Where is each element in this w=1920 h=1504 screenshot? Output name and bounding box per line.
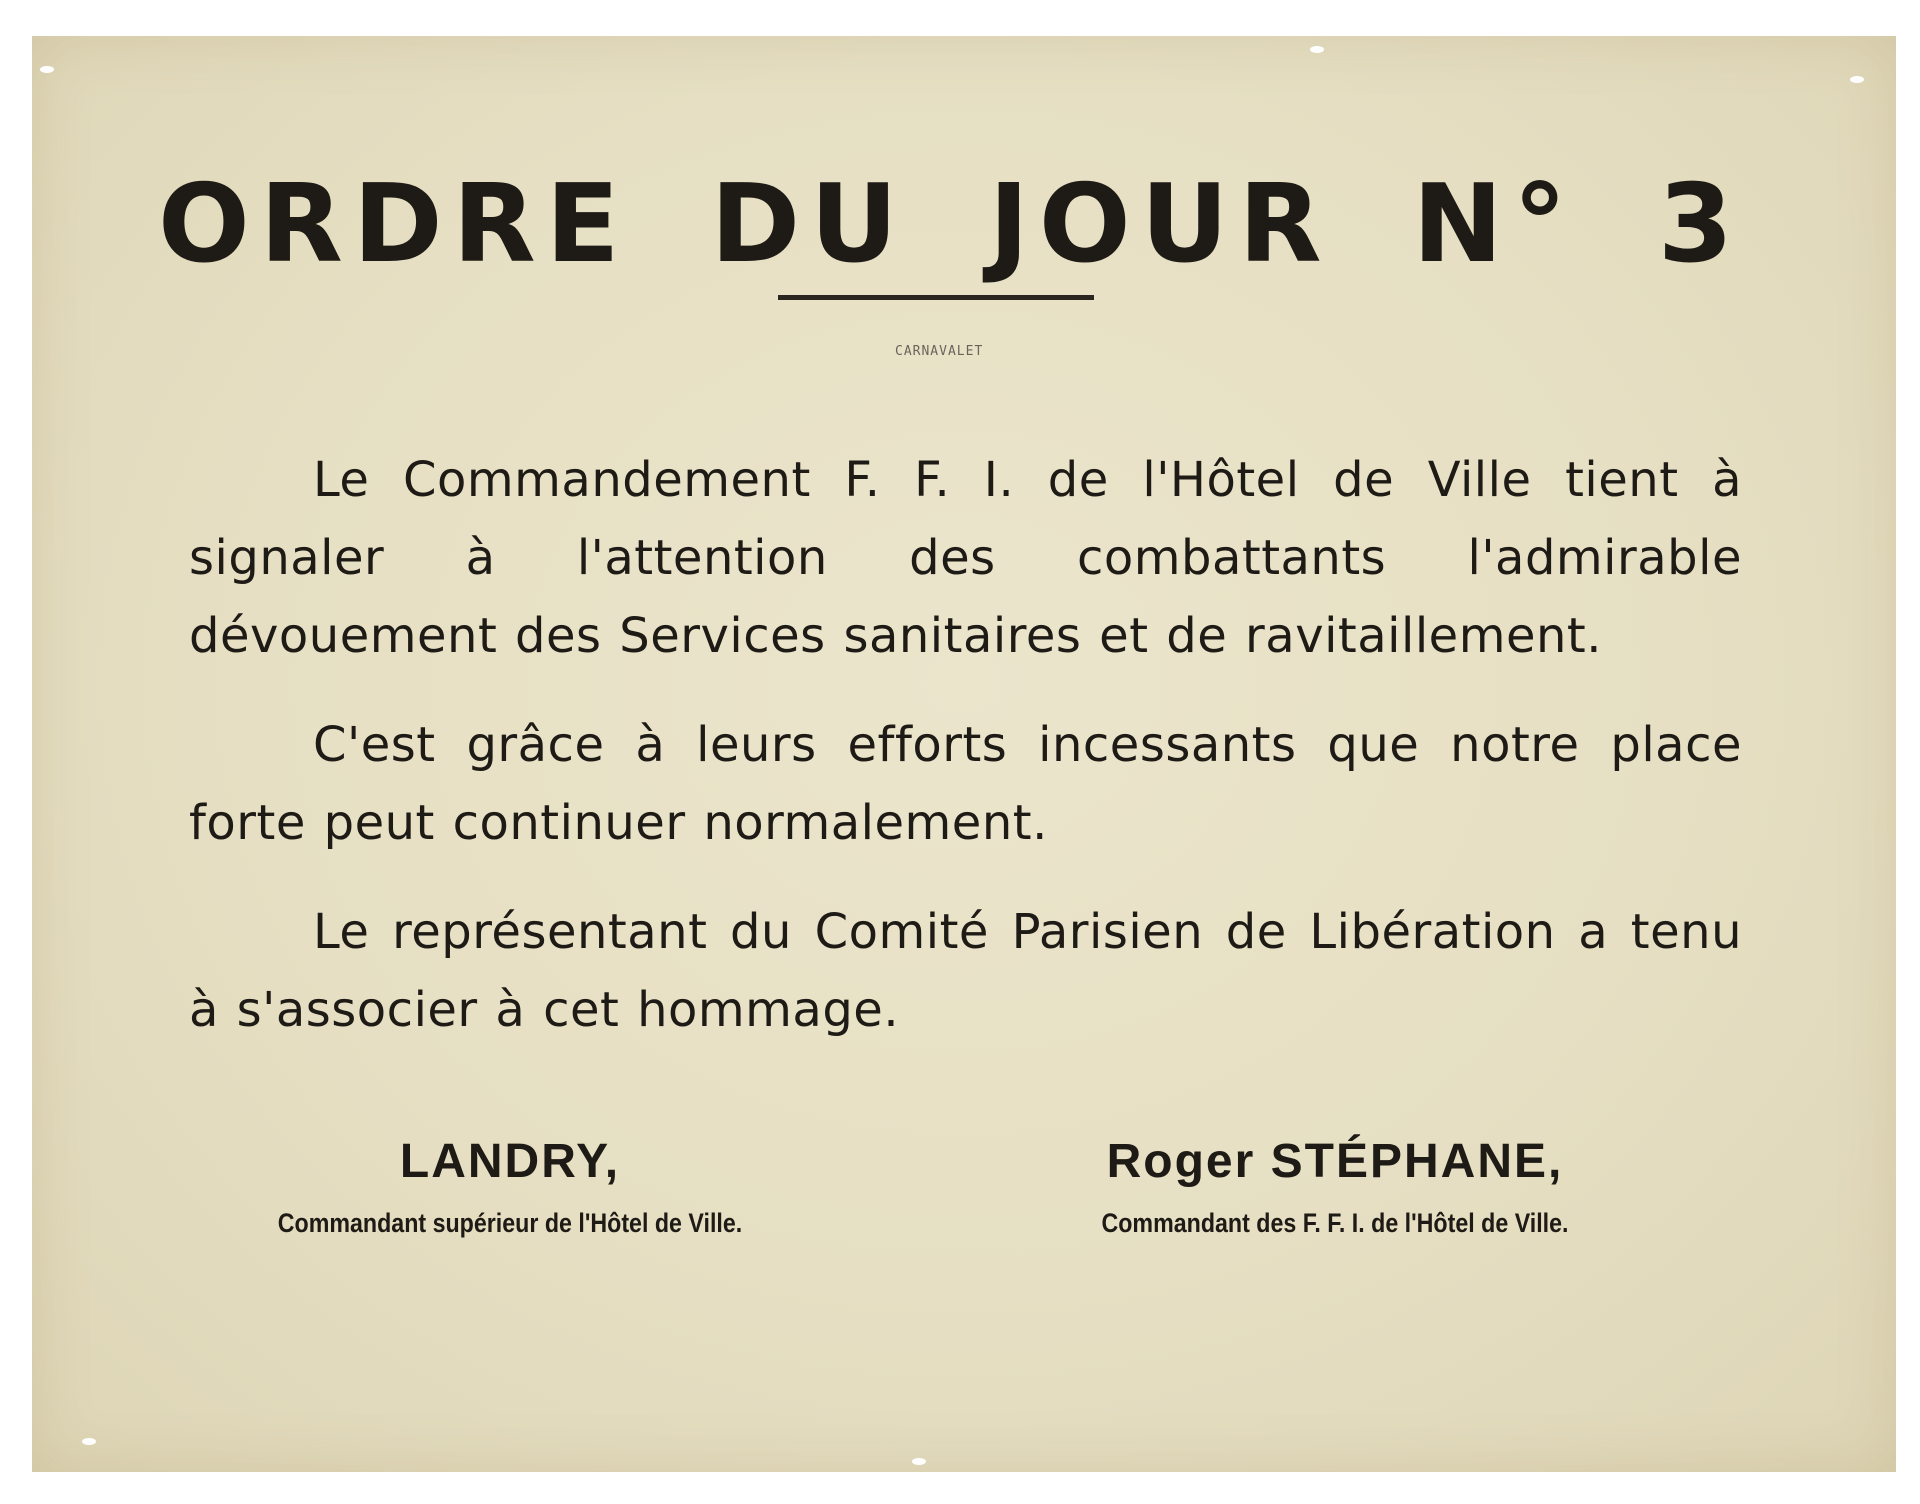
- body-paragraph: Le représentant du Comité Parisien de Libération a tenu à s'associer à cet hommage.: [189, 904, 1742, 1038]
- body-paragraph: Le Commandement F. F. I. de l'Hôtel de Ville tient à signaler à l'attention des combattants l'admirable dévouement des Services sanitaires et de ravitaillement.: [189, 452, 1742, 664]
- title-divider: [778, 295, 1094, 300]
- signatory-name: LANDRY,: [399, 1135, 621, 1188]
- archive-stamp: CARNAVALET: [895, 344, 984, 359]
- signatory-landry: [190, 1128, 830, 1250]
- body-paragraph: C'est grâce à leurs efforts incessants que notre place forte peut continuer normalement.: [189, 717, 1742, 851]
- signatory-stephane: [1010, 1128, 1660, 1250]
- pin-hole: [40, 66, 54, 73]
- pin-hole: [1310, 46, 1324, 53]
- page-title: ORDRE DU JOUR N° 3: [158, 162, 1743, 287]
- signatory-role: Commandant des F. F. I. de l'Hôtel de Ville.: [1101, 1208, 1569, 1238]
- pin-hole: [1850, 76, 1864, 83]
- signatory-name: Roger STÉPHANE,: [1106, 1135, 1564, 1188]
- pin-hole: [82, 1438, 96, 1445]
- pin-hole: [912, 1458, 926, 1465]
- signatory-role: Commandant supérieur de l'Hôtel de Ville.: [277, 1208, 743, 1238]
